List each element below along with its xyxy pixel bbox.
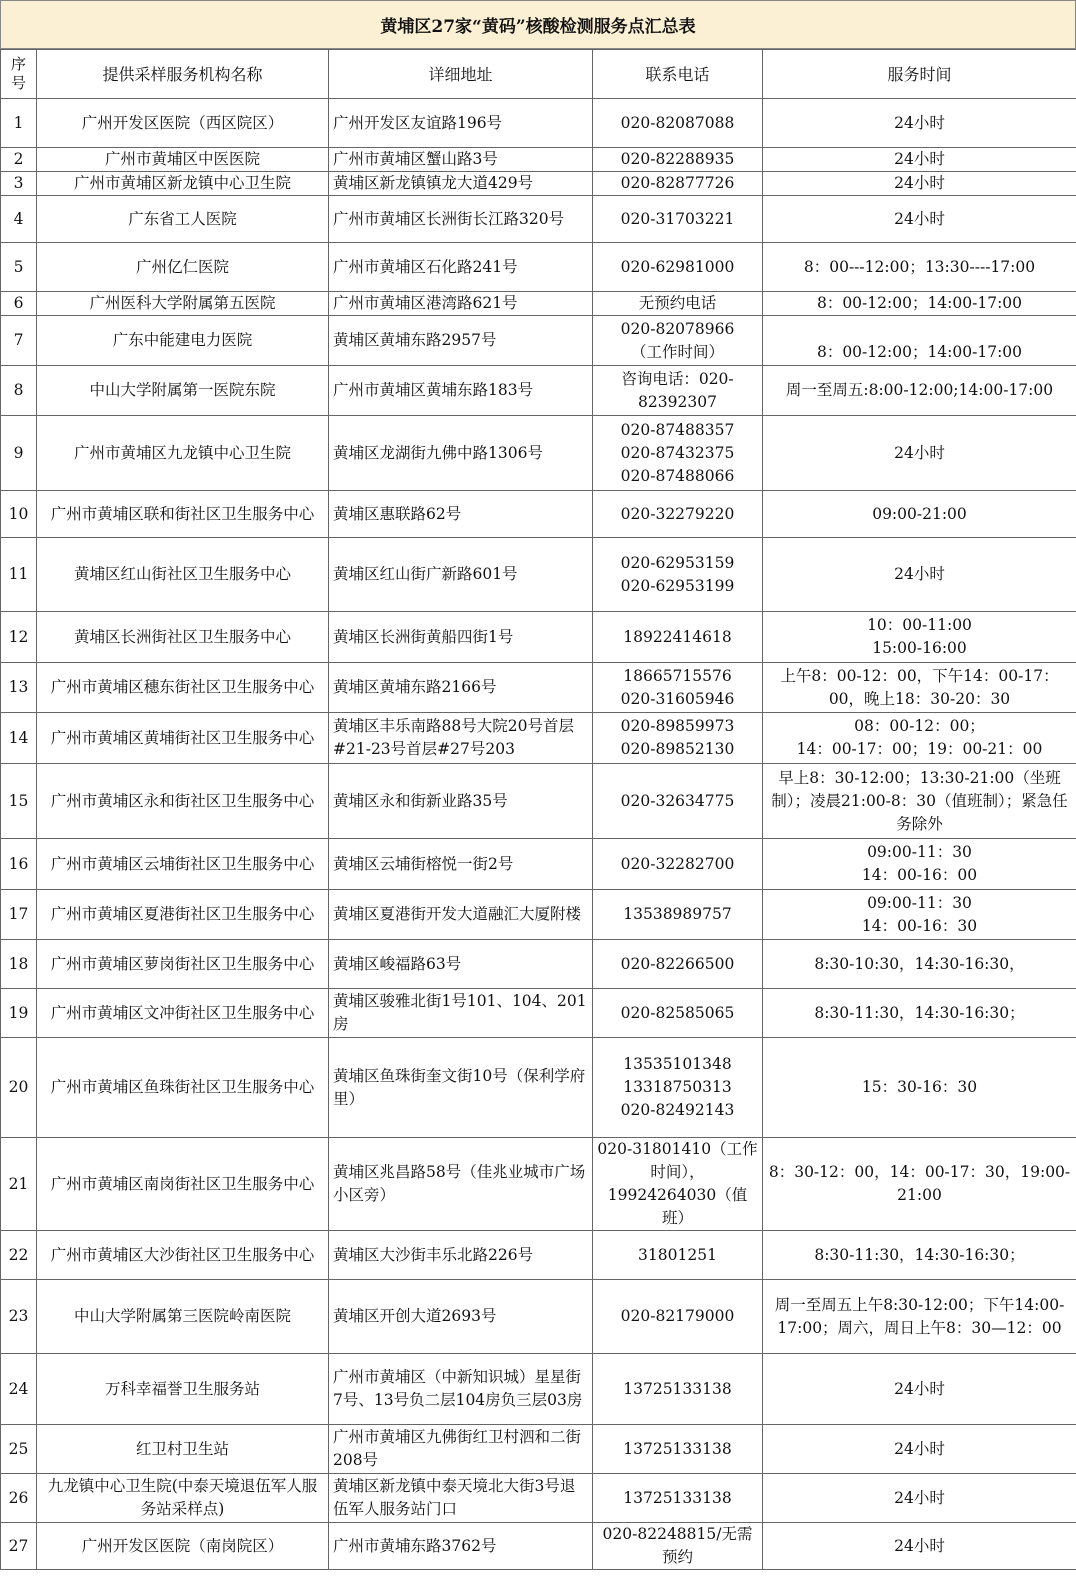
institution-name: 中山大学附属第一医院东院 xyxy=(37,366,329,416)
row-index: 20 xyxy=(1,1038,37,1138)
row-index: 15 xyxy=(1,764,37,839)
service-points-table xyxy=(0,49,1076,1570)
institution-name: 广州市黄埔区新龙镇中心卫生院 xyxy=(37,172,329,196)
institution-name: 黄埔区长洲街社区卫生服务中心 xyxy=(37,612,329,663)
institution-name: 广州市黄埔区永和街社区卫生服务中心 xyxy=(37,764,329,839)
service-hours: 09:00-11：30 14：00-16：30 xyxy=(763,890,1076,940)
table-row xyxy=(1,196,1076,243)
phone: 020-82179000 xyxy=(593,1280,763,1354)
service-hours: 周一至周五:8:00-12:00;14:00-17:00 xyxy=(763,366,1076,416)
address: 黄埔区鱼珠街奎文街10号（保利学府里） xyxy=(329,1038,593,1138)
institution-name: 广州市黄埔区南岗街社区卫生服务中心 xyxy=(37,1138,329,1231)
service-hours: 8：30-12：00，14：00-17：30，19:00-21:00 xyxy=(763,1138,1076,1231)
row-index: 6 xyxy=(1,292,37,316)
phone: 020-62953159 020-62953199 xyxy=(593,538,763,612)
service-hours: 8：00-12:00；14:00-17:00 xyxy=(763,292,1076,316)
service-hours: 8:30-11:30，14:30-16:30； xyxy=(763,989,1076,1038)
header-institution: 提供采样服务机构名称 xyxy=(37,50,329,99)
table-row xyxy=(1,890,1076,940)
phone: 020-82087088 xyxy=(593,99,763,148)
phone: 020-89859973 020-89852130 xyxy=(593,713,763,764)
institution-name: 广州开发区医院（南岗院区） xyxy=(37,1523,329,1570)
institution-name: 万科幸福誉卫生服务站 xyxy=(37,1354,329,1425)
header-phone: 联系电话 xyxy=(593,50,763,99)
table-body xyxy=(1,99,1076,1570)
service-hours: 8:30-10:30，14:30-16:30， xyxy=(763,940,1076,989)
institution-name: 广州市黄埔区大沙街社区卫生服务中心 xyxy=(37,1231,329,1280)
phone: 无预约电话 xyxy=(593,292,763,316)
row-index: 24 xyxy=(1,1354,37,1425)
table-row xyxy=(1,612,1076,663)
institution-name: 广州市黄埔区云埔街社区卫生服务中心 xyxy=(37,839,329,890)
address: 广州市黄埔区长洲街长江路320号 xyxy=(329,196,593,243)
address: 广州市黄埔区（中新知识城）星星街7号、13号负二层104房负三层03房 xyxy=(329,1354,593,1425)
institution-name: 广州亿仁医院 xyxy=(37,243,329,292)
address: 黄埔区峻福路63号 xyxy=(329,940,593,989)
service-hours: 8:30-11:30，14:30-16:30； xyxy=(763,1231,1076,1280)
address: 黄埔区兆昌路58号（佳兆业城市广场小区旁） xyxy=(329,1138,593,1231)
row-index: 26 xyxy=(1,1474,37,1523)
address: 广州市黄埔区港湾路621号 xyxy=(329,292,593,316)
phone: 13725133138 xyxy=(593,1474,763,1523)
phone: 020-31801410（工作时间）， 19924264030（值班） xyxy=(593,1138,763,1231)
institution-name: 广东省工人医院 xyxy=(37,196,329,243)
institution-name: 广州市黄埔区萝岗街社区卫生服务中心 xyxy=(37,940,329,989)
phone: 020-32282700 xyxy=(593,839,763,890)
phone: 020-82266500 xyxy=(593,940,763,989)
institution-name: 黄埔区红山街社区卫生服务中心 xyxy=(37,538,329,612)
table-row xyxy=(1,989,1076,1038)
phone: 13538989757 xyxy=(593,890,763,940)
header-address: 详细地址 xyxy=(329,50,593,99)
institution-name: 广州市黄埔区九龙镇中心卫生院 xyxy=(37,416,329,491)
address: 黄埔区红山街广新路601号 xyxy=(329,538,593,612)
address: 黄埔区黄埔东路2957号 xyxy=(329,316,593,366)
service-hours: 15：30-16：30 xyxy=(763,1038,1076,1138)
institution-name: 广州市黄埔区夏港街社区卫生服务中心 xyxy=(37,890,329,940)
address: 广州市黄埔区蟹山路3号 xyxy=(329,148,593,172)
address: 黄埔区丰乐南路88号大院20号首层#21-23号首层#27号203 xyxy=(329,713,593,764)
address: 黄埔区云埔街榕悦一街2号 xyxy=(329,839,593,890)
institution-name: 红卫村卫生站 xyxy=(37,1425,329,1474)
phone: 18665715576 020-31605946 xyxy=(593,663,763,713)
address: 黄埔区新龙镇中泰天境北大街3号退伍军人服务站门口 xyxy=(329,1474,593,1523)
table-row xyxy=(1,148,1076,172)
row-index: 16 xyxy=(1,839,37,890)
row-index: 8 xyxy=(1,366,37,416)
table-row xyxy=(1,491,1076,538)
institution-name: 广州医科大学附属第五医院 xyxy=(37,292,329,316)
phone: 13535101348 13318750313 020-82492143 xyxy=(593,1038,763,1138)
phone: 020-82585065 xyxy=(593,989,763,1038)
address: 广州市黄埔区石化路241号 xyxy=(329,243,593,292)
phone: 020-32634775 xyxy=(593,764,763,839)
table-row xyxy=(1,839,1076,890)
service-hours: 24小时 xyxy=(763,1425,1076,1474)
service-hours: 09:00-11：30 14：00-16：00 xyxy=(763,839,1076,890)
phone: 020-31703221 xyxy=(593,196,763,243)
table-row xyxy=(1,243,1076,292)
service-hours: 8：00---12:00；13:30----17:00 xyxy=(763,243,1076,292)
row-index: 10 xyxy=(1,491,37,538)
service-hours: 24小时 xyxy=(763,416,1076,491)
table-title: 黄埔区27家“黄码”核酸检测服务点汇总表 xyxy=(0,0,1076,49)
service-hours: 24小时 xyxy=(763,1474,1076,1523)
row-index: 12 xyxy=(1,612,37,663)
row-index: 7 xyxy=(1,316,37,366)
table-row xyxy=(1,1425,1076,1474)
phone: 020-32279220 xyxy=(593,491,763,538)
institution-name: 广东中能建电力医院 xyxy=(37,316,329,366)
phone: 020-82877726 xyxy=(593,172,763,196)
phone: 020-62981000 xyxy=(593,243,763,292)
institution-name: 广州市黄埔区文冲街社区卫生服务中心 xyxy=(37,989,329,1038)
institution-name: 广州开发区医院（西区院区） xyxy=(37,99,329,148)
service-hours: 8：00-12:00；14:00-17:00 xyxy=(763,316,1076,366)
address: 黄埔区大沙街丰乐北路226号 xyxy=(329,1231,593,1280)
service-hours: 24小时 xyxy=(763,196,1076,243)
table-row xyxy=(1,713,1076,764)
institution-name: 广州市黄埔区穗东街社区卫生服务中心 xyxy=(37,663,329,713)
table-row xyxy=(1,1354,1076,1425)
table-row xyxy=(1,292,1076,316)
row-index: 2 xyxy=(1,148,37,172)
address: 广州开发区友谊路196号 xyxy=(329,99,593,148)
row-index: 25 xyxy=(1,1425,37,1474)
institution-name: 广州市黄埔区鱼珠街社区卫生服务中心 xyxy=(37,1038,329,1138)
row-index: 3 xyxy=(1,172,37,196)
address: 黄埔区新龙镇镇龙大道429号 xyxy=(329,172,593,196)
table-row xyxy=(1,538,1076,612)
service-hours: 周一至周五上午8:30-12:00；下午14:00-17:00；周六，周日上午8：30—12：00 xyxy=(763,1280,1076,1354)
row-index: 14 xyxy=(1,713,37,764)
address: 黄埔区骏雅北街1号101、104、201房 xyxy=(329,989,593,1038)
header-row xyxy=(1,50,1076,99)
address: 黄埔区黄埔东路2166号 xyxy=(329,663,593,713)
row-index: 23 xyxy=(1,1280,37,1354)
table-row xyxy=(1,1231,1076,1280)
phone: 18922414618 xyxy=(593,612,763,663)
address: 黄埔区夏港街开发大道融汇大厦附楼 xyxy=(329,890,593,940)
phone: 020-82078966 （工作时间） xyxy=(593,316,763,366)
service-hours: 上午8：00-12：00，下午14：00-17：00，晚上18：30-20：30 xyxy=(763,663,1076,713)
header-index: 序号 xyxy=(1,50,37,99)
table-row xyxy=(1,1474,1076,1523)
row-index: 9 xyxy=(1,416,37,491)
row-index: 22 xyxy=(1,1231,37,1280)
address: 广州市黄埔区九佛街红卫村泗和二街208号 xyxy=(329,1425,593,1474)
service-hours: 24小时 xyxy=(763,538,1076,612)
header-hours: 服务时间 xyxy=(763,50,1076,99)
institution-name: 中山大学附属第三医院岭南医院 xyxy=(37,1280,329,1354)
address: 黄埔区开创大道2693号 xyxy=(329,1280,593,1354)
row-index: 11 xyxy=(1,538,37,612)
table-row xyxy=(1,1038,1076,1138)
phone: 020-87488357 020-87432375 020-87488066 xyxy=(593,416,763,491)
service-hours: 早上8：30-12:00；13:30-21:00（坐班制）；凌晨21:00-8：30（值班制）；紧急任务除外 xyxy=(763,764,1076,839)
service-hours: 10：00-11:00 15:00-16:00 xyxy=(763,612,1076,663)
table-row xyxy=(1,172,1076,196)
service-hours: 08：00-12：00； 14：00-17：00；19：00-21：00 xyxy=(763,713,1076,764)
row-index: 13 xyxy=(1,663,37,713)
address: 黄埔区长洲街黄船四街1号 xyxy=(329,612,593,663)
table-row xyxy=(1,1138,1076,1231)
phone: 020-82288935 xyxy=(593,148,763,172)
table-row xyxy=(1,99,1076,148)
service-hours: 24小时 xyxy=(763,148,1076,172)
row-index: 4 xyxy=(1,196,37,243)
row-index: 1 xyxy=(1,99,37,148)
service-hours: 24小时 xyxy=(763,99,1076,148)
row-index: 19 xyxy=(1,989,37,1038)
row-index: 21 xyxy=(1,1138,37,1231)
phone: 020-82248815/无需预约 xyxy=(593,1523,763,1570)
service-hours: 24小时 xyxy=(763,172,1076,196)
table-row xyxy=(1,366,1076,416)
institution-name: 广州市黄埔区黄埔街社区卫生服务中心 xyxy=(37,713,329,764)
table-row xyxy=(1,940,1076,989)
address: 广州市黄埔区黄埔东路183号 xyxy=(329,366,593,416)
table-row xyxy=(1,1280,1076,1354)
table-row xyxy=(1,316,1076,366)
table-row xyxy=(1,1523,1076,1570)
phone: 咨询电话：020-82392307 xyxy=(593,366,763,416)
row-index: 18 xyxy=(1,940,37,989)
service-hours: 24小时 xyxy=(763,1523,1076,1570)
table-row xyxy=(1,764,1076,839)
service-hours: 24小时 xyxy=(763,1354,1076,1425)
phone: 31801251 xyxy=(593,1231,763,1280)
institution-name: 广州市黄埔区中医医院 xyxy=(37,148,329,172)
address: 黄埔区永和街新业路35号 xyxy=(329,764,593,839)
table-row xyxy=(1,663,1076,713)
address: 黄埔区龙湖街九佛中路1306号 xyxy=(329,416,593,491)
row-index: 27 xyxy=(1,1523,37,1570)
row-index: 5 xyxy=(1,243,37,292)
service-hours: 09:00-21:00 xyxy=(763,491,1076,538)
row-index: 17 xyxy=(1,890,37,940)
institution-name: 广州市黄埔区联和街社区卫生服务中心 xyxy=(37,491,329,538)
table-row xyxy=(1,416,1076,491)
address: 广州市黄埔东路3762号 xyxy=(329,1523,593,1570)
phone: 13725133138 xyxy=(593,1354,763,1425)
institution-name: 九龙镇中心卫生院(中泰天境退伍军人服务站采样点) xyxy=(37,1474,329,1523)
address: 黄埔区惠联路62号 xyxy=(329,491,593,538)
phone: 13725133138 xyxy=(593,1425,763,1474)
